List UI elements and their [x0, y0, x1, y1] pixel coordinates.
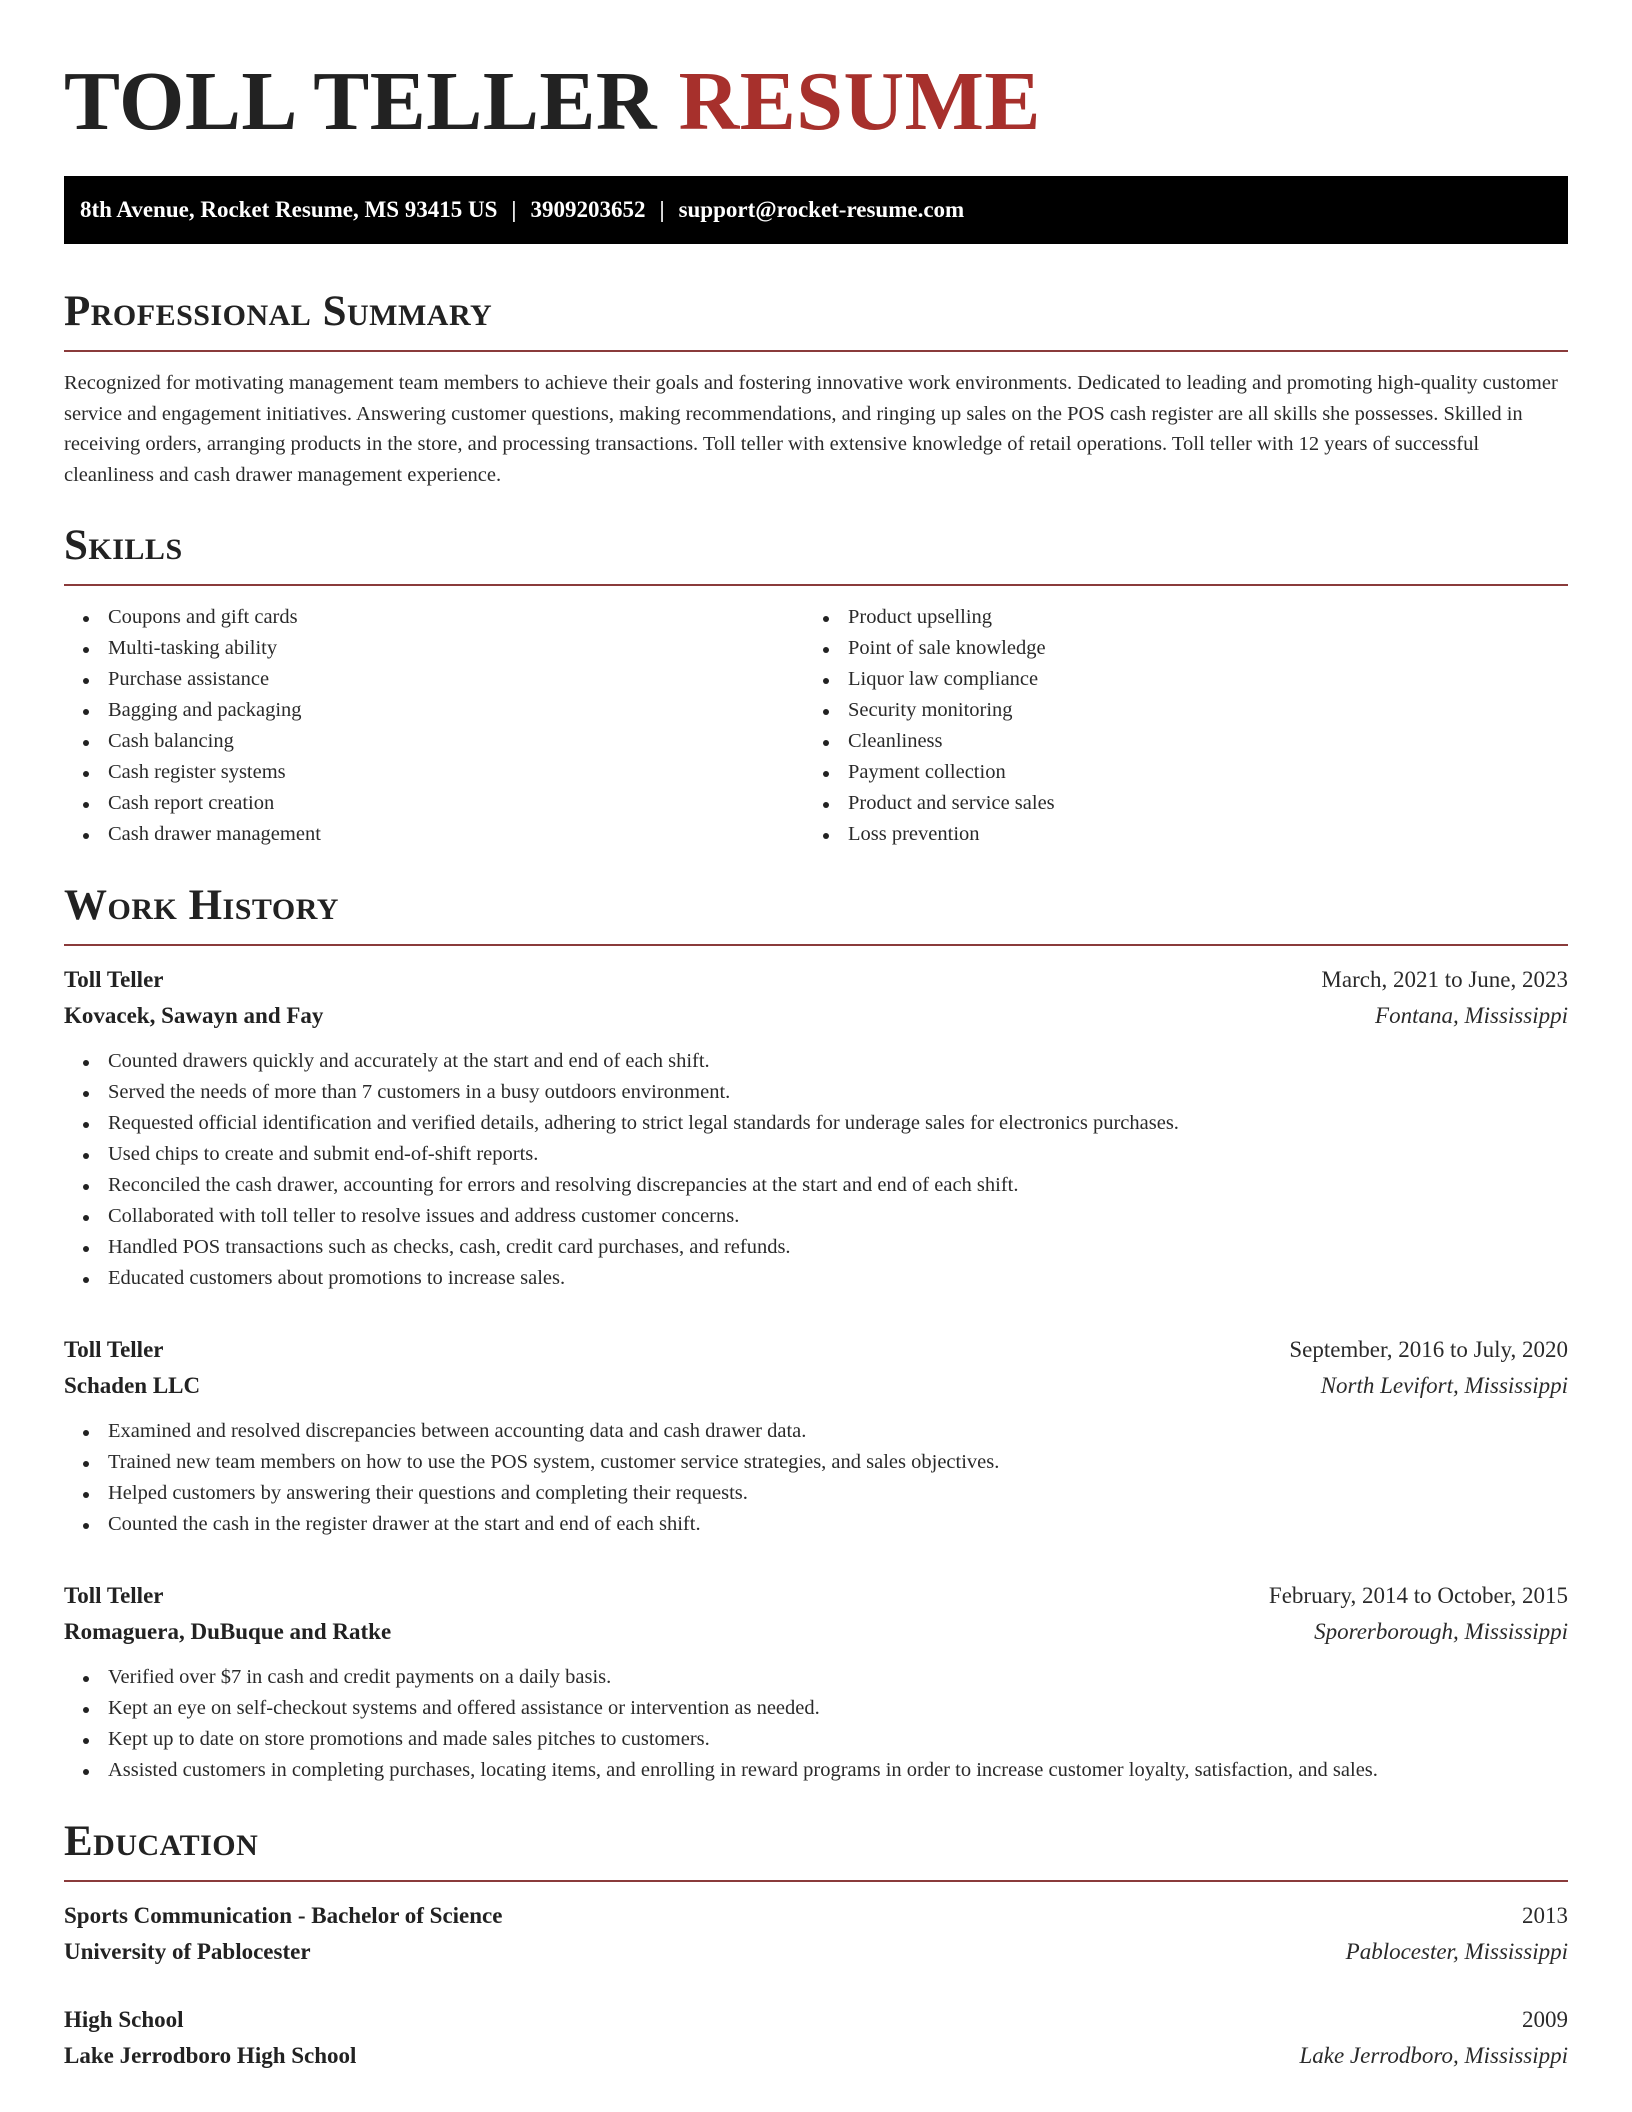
- job-company-row: [64, 1614, 1568, 1650]
- education-section: [64, 1814, 1568, 2074]
- job-company-row: [64, 1368, 1568, 1404]
- education-degree-row: [64, 1898, 1568, 1934]
- summary-heading: Professional Summary: [64, 288, 493, 335]
- section-divider: [64, 944, 1568, 946]
- duty-item: Collaborated with toll teller to resolve issues and address customer concerns.: [108, 1201, 1568, 1232]
- education-school: Lake Jerrodboro High School: [64, 2043, 357, 2068]
- contact-bar: [64, 176, 1568, 244]
- job-duties: [64, 1662, 1568, 1786]
- skill-item: Purchase assistance: [108, 664, 804, 695]
- contact-email: support@rocket-resume.com: [678, 197, 965, 222]
- skill-item: Cash balancing: [108, 726, 804, 757]
- skill-item: Product upselling: [848, 602, 1544, 633]
- skill-item: Point of sale knowledge: [848, 633, 1544, 664]
- skill-item: Loss prevention: [848, 819, 1544, 850]
- summary-section: [64, 284, 1568, 490]
- job-company: Schaden LLC: [64, 1373, 201, 1398]
- job-company: Kovacek, Sawayn and Fay: [64, 1003, 324, 1028]
- skill-item: Security monitoring: [848, 695, 1544, 726]
- education-year: 2013: [1522, 1903, 1568, 1928]
- duty-item: Assisted customers in completing purchases, locating items, and enrolling in reward programs in order to increase customer loyalty, satisfaction, and sales.: [108, 1755, 1568, 1786]
- duty-item: Handled POS transactions such as checks, cash, credit card purchases, and refunds.: [108, 1232, 1568, 1263]
- job-header-row: [64, 962, 1568, 998]
- duty-item: Kept up to date on store promotions and made sales pitches to customers.: [108, 1724, 1568, 1755]
- duty-item: Educated customers about promotions to increase sales.: [108, 1263, 1568, 1294]
- skill-item: Cash report creation: [108, 788, 804, 819]
- job-duties: [64, 1416, 1568, 1540]
- skills-list-right: [804, 602, 1544, 850]
- job-dates: February, 2014 to October, 2015: [1268, 1583, 1568, 1608]
- education-school-row: [64, 1934, 1568, 1970]
- skill-item: Cash register systems: [108, 757, 804, 788]
- title-resume: RESUME: [678, 55, 1041, 148]
- skill-item: Coupons and gift cards: [108, 602, 804, 633]
- skill-item: Cleanliness: [848, 726, 1544, 757]
- title-job: TOLL TELLER: [64, 55, 658, 148]
- resume-page: [64, 0, 1568, 2074]
- resume-title: [64, 0, 1568, 152]
- duty-item: Requested official identification and verified details, adhering to strict legal standards for underage sales for electronics purchases.: [108, 1108, 1568, 1139]
- duty-item: Counted drawers quickly and accurately at the start and end of each shift.: [108, 1046, 1568, 1077]
- summary-text: Recognized for motivating management team members to achieve their goals and fostering innovative work environments. Dedicated to leading and promoting high-quality customer service and engagement initiatives. Answering customer questions, making recommendations, and ringing up sales on the POS cash register are all skills she possesses. Skilled in receiving orders, arranging products in the store, and processing transactions. Toll teller with extensive knowledge of retail operations. Toll teller with 12 years of successful cleanliness and cash drawer management experience.: [64, 372, 1558, 486]
- job-location: Fontana, Mississippi: [1375, 1003, 1568, 1028]
- job-company-row: [64, 998, 1568, 1034]
- education-entry: [64, 2002, 1568, 2074]
- section-divider: [64, 584, 1568, 586]
- education-entry: [64, 1898, 1568, 1970]
- contact-separator: |: [511, 197, 517, 222]
- education-degree-row: [64, 2002, 1568, 2038]
- job-location: Sporerborough, Mississippi: [1314, 1619, 1568, 1644]
- skill-item: Cash drawer management: [108, 819, 804, 850]
- job-entry: [64, 962, 1568, 1294]
- skill-item: Bagging and packaging: [108, 695, 804, 726]
- duty-item: Helped customers by answering their questions and completing their requests.: [108, 1478, 1568, 1509]
- contact-address: 8th Avenue, Rocket Resume, MS 93415 US: [80, 197, 498, 222]
- duty-item: Counted the cash in the register drawer at the start and end of each shift.: [108, 1509, 1568, 1540]
- education-location: Pablocester, Mississippi: [1345, 1939, 1568, 1964]
- duty-item: Kept an eye on self-checkout systems and offered assistance or intervention as needed.: [108, 1693, 1568, 1724]
- skill-item: Multi-tasking ability: [108, 633, 804, 664]
- skills-list-left: [64, 602, 804, 850]
- education-year: 2009: [1522, 2007, 1568, 2032]
- work-section: [64, 878, 1568, 1786]
- job-header-row: [64, 1578, 1568, 1614]
- job-entry: [64, 1332, 1568, 1540]
- skills-heading: Skills: [64, 522, 183, 569]
- duty-item: Trained new team members on how to use the POS system, customer service strategies, and sales objectives.: [108, 1447, 1568, 1478]
- work-heading: Work History: [64, 882, 339, 929]
- duty-item: Reconciled the cash drawer, accounting for errors and resolving discrepancies at the start and end of each shift.: [108, 1170, 1568, 1201]
- education-degree: Sports Communication - Bachelor of Science: [64, 1903, 503, 1928]
- section-divider: [64, 350, 1568, 352]
- skills-section: [64, 518, 1568, 850]
- duty-item: Verified over $7 in cash and credit payments on a daily basis.: [108, 1662, 1568, 1693]
- job-title: Toll Teller: [64, 1583, 164, 1608]
- job-title: Toll Teller: [64, 1337, 164, 1362]
- job-location: North Levifort, Mississippi: [1320, 1373, 1568, 1398]
- education-degree: High School: [64, 2007, 184, 2032]
- skill-item: Product and service sales: [848, 788, 1544, 819]
- skill-item: Payment collection: [848, 757, 1544, 788]
- section-divider: [64, 1880, 1568, 1882]
- job-dates: September, 2016 to July, 2020: [1289, 1337, 1568, 1362]
- job-company: Romaguera, DuBuque and Ratke: [64, 1619, 392, 1644]
- job-header-row: [64, 1332, 1568, 1368]
- education-school-row: [64, 2038, 1568, 2074]
- job-entry: [64, 1578, 1568, 1786]
- contact-separator: |: [659, 197, 665, 222]
- duty-item: Examined and resolved discrepancies between accounting data and cash drawer data.: [108, 1416, 1568, 1447]
- skills-columns: [64, 602, 1568, 850]
- duty-item: Served the needs of more than 7 customers in a busy outdoors environment.: [108, 1077, 1568, 1108]
- education-location: Lake Jerrodboro, Mississippi: [1299, 2043, 1568, 2068]
- job-title: Toll Teller: [64, 967, 164, 992]
- job-dates: March, 2021 to June, 2023: [1321, 967, 1568, 992]
- job-duties: [64, 1046, 1568, 1294]
- duty-item: Used chips to create and submit end-of-shift reports.: [108, 1139, 1568, 1170]
- skill-item: Liquor law compliance: [848, 664, 1544, 695]
- education-school: University of Pablocester: [64, 1939, 311, 1964]
- contact-phone: 3909203652: [530, 197, 646, 222]
- education-heading: Education: [64, 1818, 259, 1865]
